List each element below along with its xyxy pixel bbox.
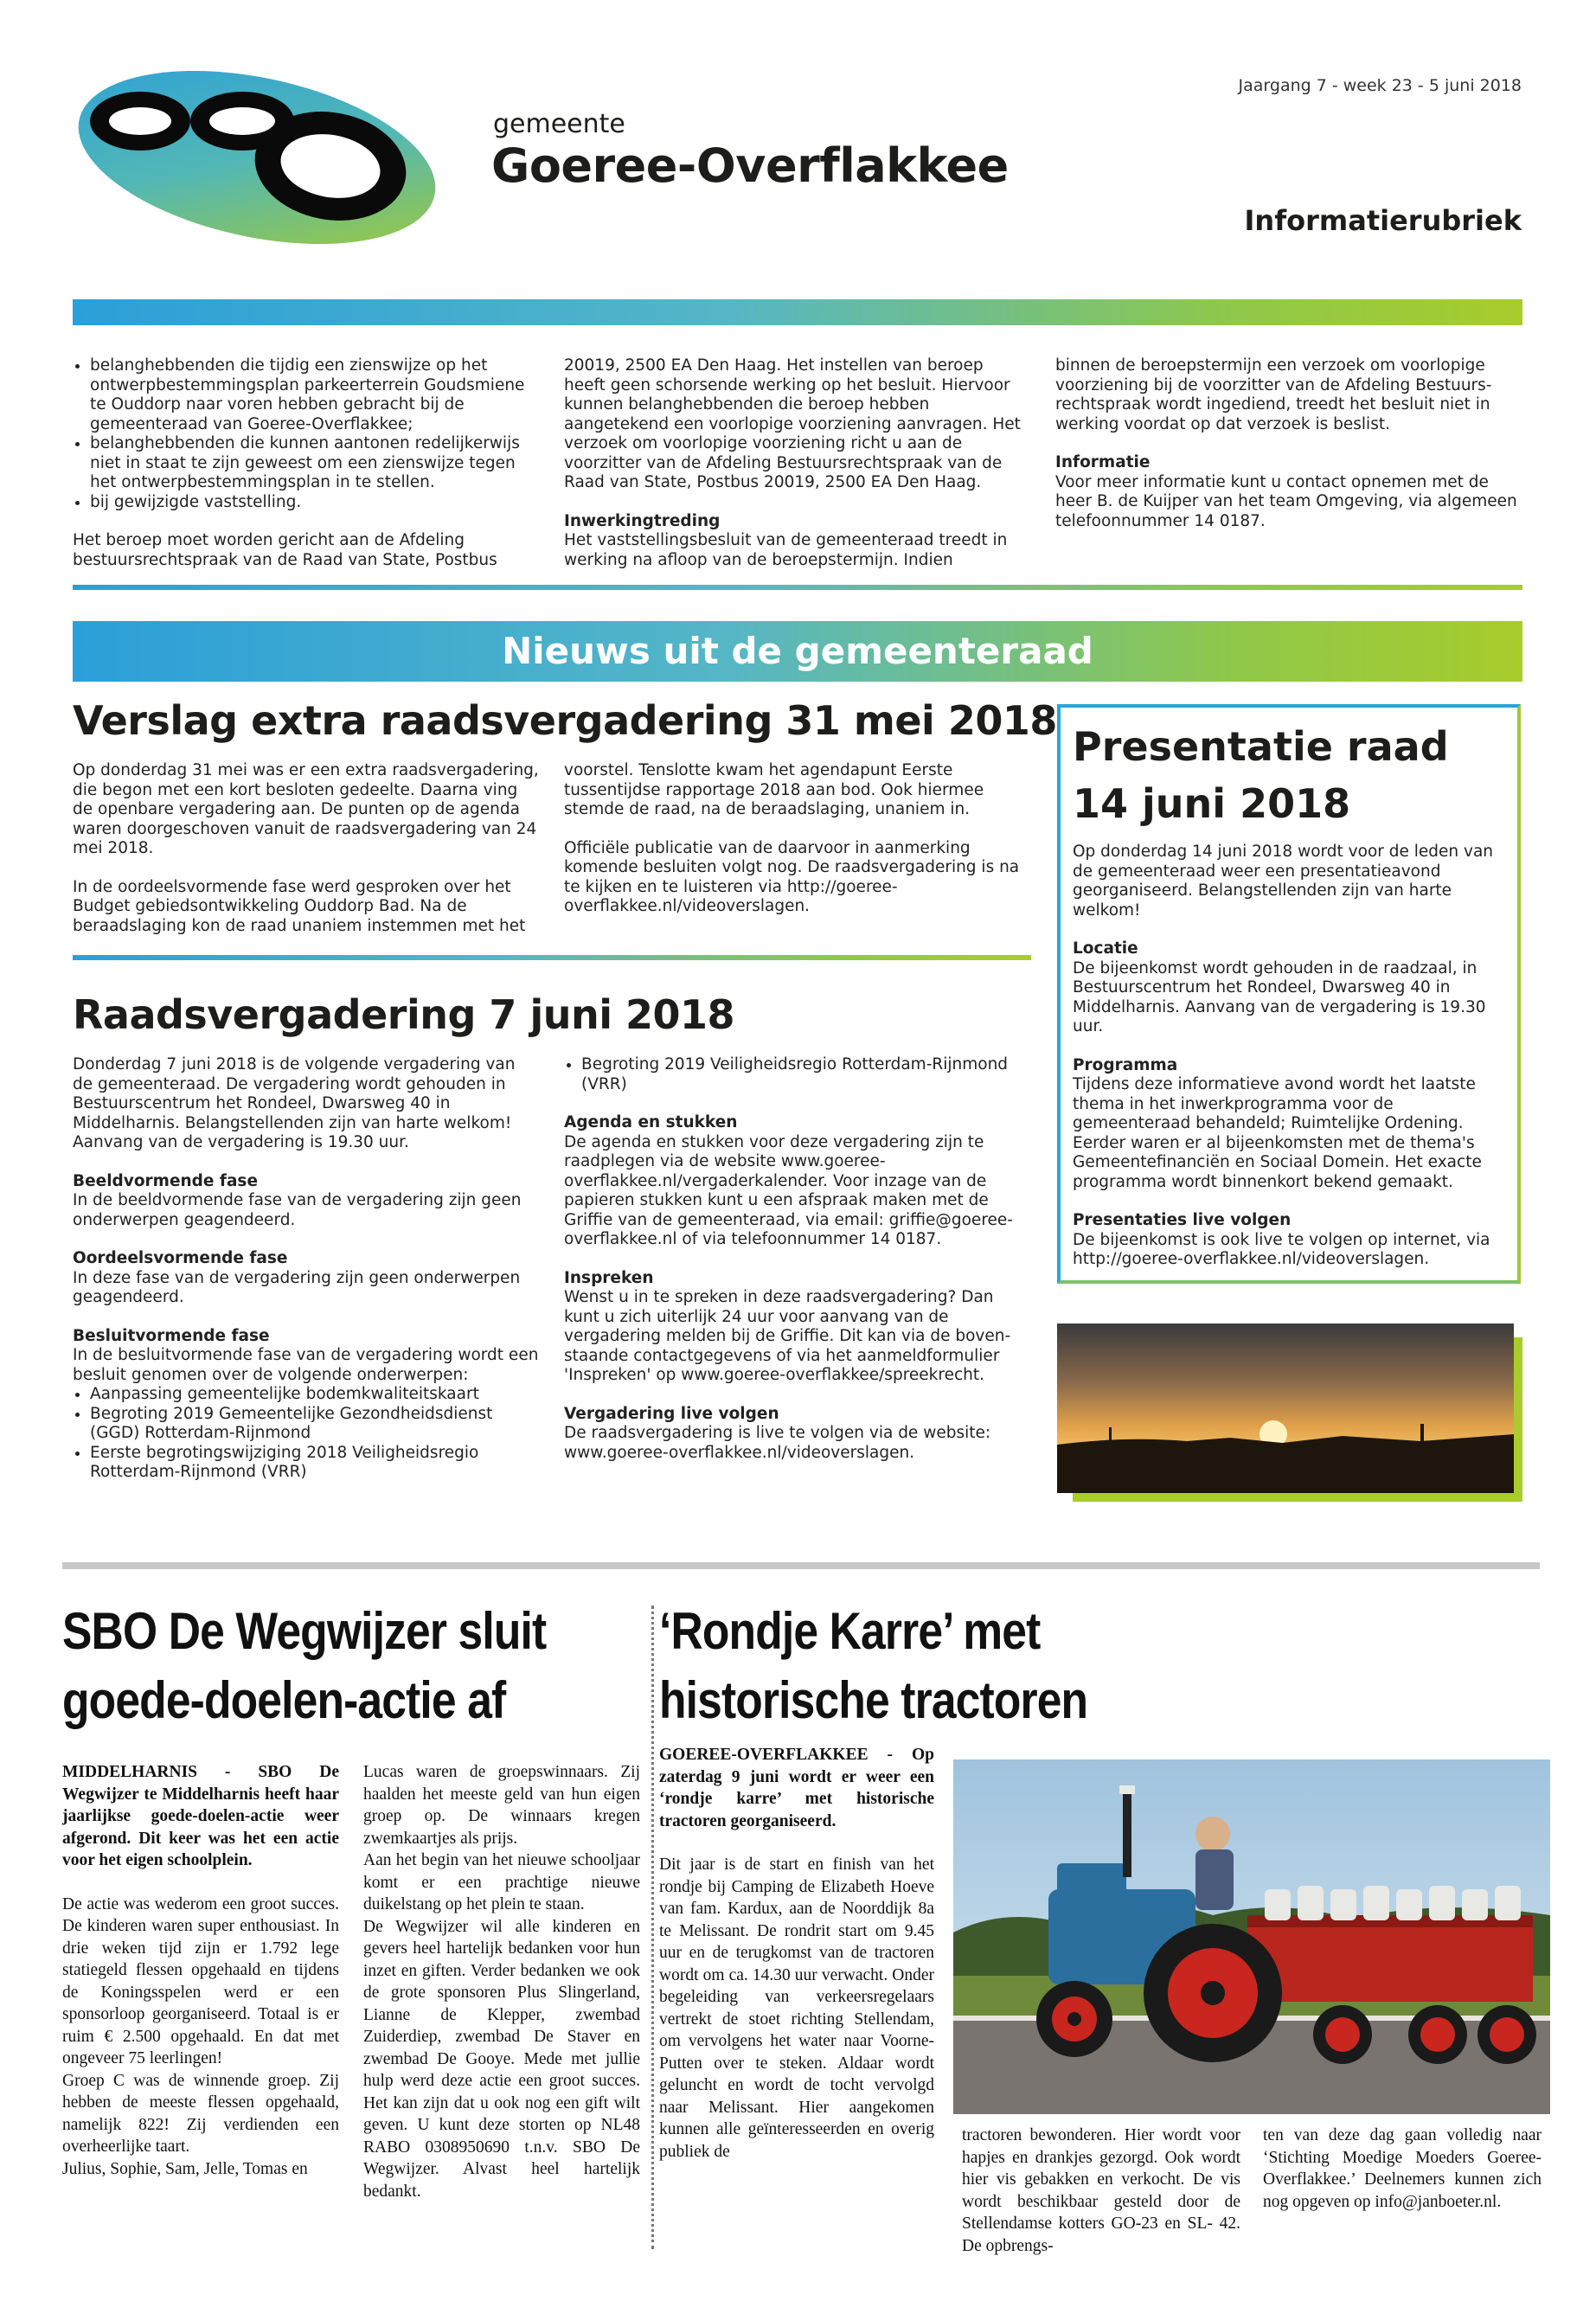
programma-heading: Programma [1073, 1055, 1178, 1074]
besluit-list [73, 1385, 540, 1483]
agenda-text: De agenda en stukken voor deze vergadering zijn te raadplegen via de website www.goeree-overflakkee.nl/vergaderkalender. Voor inzage van de papieren stukken kunt u een afspraak maken met de Griffie van de gemeenteraad, via email: griffie@goeree-overflakkee.nl of via telefoonnummer 14 0187. [564, 1132, 1013, 1248]
besluit-list-continued [564, 1055, 1031, 1094]
raadsvergadering-title: Raadsvergadering 7 juni 2018 [73, 991, 735, 1038]
sbo-col-1 [62, 1761, 339, 2180]
sbo-paragraph: De Wegwijzer wil alle kinderen en gevers heel hartelijk bedanken voor hun inzet en giften. Verder bedanken we ook de grote sponsoren Plus Slingerland, Lianne de Klepper, zwembad Zuiderdiep, zwembad De Staver en zwembad De Gooye. Mede met jullie hulp werd deze actie een groot succes. Het kan zijn dat u ook nog een gift wilt geven. U kunt deze storten op NL48 RABO 0308950690 t.n.v. SBO De Wegwijzer. Alvast heel hartelijk bedankt. [363, 1917, 640, 2201]
besluitvormende-heading: Besluitvormende fase [73, 1326, 270, 1345]
verslag-title: Verslag extra raadsvergadering 31 mei 2018 [73, 697, 1057, 744]
inspreken-heading: Inspreken [564, 1268, 654, 1287]
sbo-paragraph: Aan het begin van het nieuwe schooljaar komt er een prachtige nieuwe duikelstang op het plein te staan. [363, 1851, 640, 1913]
sbo-paragraph: Groep C was de winnende groep. Zij hebben de meeste flessen opgehaald, namelijk 822! Zij verdienden een overheerlijke taart. [62, 2071, 339, 2156]
list-item: • Begroting 2019 Gemeentelijke Gezondheidsdienst (GGD) Rotterdam-Rijnmond [90, 1405, 540, 1444]
top-col-3 [1055, 356, 1522, 550]
rondje-col-3 [1263, 2125, 1542, 2213]
list-item: • belanghebbenden die kunnen aantonen redelijkerwijs niet in staat te zijn geweest om een zienswijze tegen het ontwerpbestemmingsplan in te stellen. [90, 434, 531, 493]
locatie-text: De bijeenkomst wordt gehouden in de raadzaal, in Bestuurscentrum het Rondeel, Dwarsweg 40 in Middelharnis. Aanvang van de vergadering is 19.30 uur. [1073, 958, 1486, 1035]
top-col-1 [73, 356, 531, 589]
beroep-text: Het beroep moet worden gericht aan de Afdeling bestuursrechtspraak van de Raad van State, Postbus [73, 531, 497, 569]
sbo-paragraph: Lucas waren de groepswinnaars. Zij haalden het meeste geld van hun eigen groep op. De winnaars kregen zwemkaartjes als prijs. [363, 1763, 640, 1848]
gray-divider [62, 1562, 1540, 1569]
sunset-photo [1057, 1324, 1514, 1493]
sbo-paragraph: Julius, Sophie, Sam, Jelle, Tomas en [62, 2159, 308, 2178]
zienswijze-list [73, 356, 531, 512]
list-item: • Eerste begrotingswijziging 2018 Veiligheidsregio Rotterdam-Rijnmond (VRR) [90, 1444, 540, 1483]
raadsvergadering-col-1 [73, 1055, 540, 1483]
news-banner-title: Nieuws uit de gemeenteraad [502, 630, 1093, 672]
locatie-heading: Locatie [1073, 939, 1138, 958]
beroep-text-continued: 20019, 2500 EA Den Haag. Het instellen van beroep heeft geen schorsende werking op het besluit. Hiervoor kunnen belanghebbenden die beroep hebben aangetekend een voorlopige voorziening aanvragen. Het verzoek om voorlopige voorziening richt u aan de voorzitter van de Afdeling Bestuursrechtspraak van de Raad van State, Postbus 20019, 2500 EA Den Haag. [564, 356, 1021, 491]
rondje-paragraph: Dit jaar is de start en finish van het rondje bij Camping de Elizabeth Hoeve van fam. Kardux, aan de Noorddijk 8a te Melissant. De rondrit start om 9.45 uur en de terugkomst van de tractoren wordt om ca. 14.30 uur verwacht. Onder begeleiding van verkeersregelaars vertrekt de stoet richting Stellendam, om vervolgens het water naar Voorne-Putten over te steken. Aldaar wordt geluncht en wordt de tocht vervolgd naar Melissant. Hier aangekomen kunnen alle geïnteresseerden en overig publiek de [659, 1856, 934, 2161]
verslag-paragraph: Op donderdag 31 mei was er een extra raadsvergadering, die begon met een kort besloten gedeelte. Daarna ving de openbare vergadering aan. De punten op de agenda waren doorgeschoven vanuit de raadsvergadering van 24 mei 2018. [73, 761, 539, 857]
section-divider [73, 955, 1031, 960]
section-divider [73, 585, 1522, 590]
inwerkingtreding-heading: Inwerkingtreding [564, 511, 721, 530]
live-volgen-heading: Vergadering live volgen [564, 1404, 779, 1423]
presentatie-title-line-1: Presentatie raad [1073, 723, 1449, 770]
sbo-headline-line-2: goede-doelen-actie af [62, 1671, 506, 1729]
rondje-headline-line-2: historische tractoren [659, 1671, 1088, 1729]
beroepstermijn-text: binnen de beroepstermijn een verzoek om voorlopige voorziening bij de voorzitter van de Afdeling Bestuurs-rechtspraak wordt ingediend, treedt het besluit niet in werking voordat op dat verzoek is beslist. [1055, 356, 1492, 433]
municipality-name: Goeree-Overflakkee [491, 138, 1009, 193]
rondje-paragraph: ten van deze dag gaan volledig naar ‘Stichting Moedige Moeders Goeree-Overflakkee.’ Deelnemers kunnen zich nog opgeven op info@janboeter.nl. [1263, 2126, 1542, 2211]
oordeelsvormende-text: In deze fase van de vergadering zijn geen onderwerpen geagendeerd. [73, 1268, 521, 1306]
verslag-paragraph: voorstel. Tenslotte kwam het agendapunt Eerste tussentijdse rapportage 2018 aan bod. Ook hiermee stemde de raad, na de beraadslaging, unaniem in. [564, 761, 984, 818]
masthead [0, 0, 1596, 294]
tractor-photo [953, 1759, 1550, 2114]
verslag-paragraph: Officiële publicatie van de daarvoor in aanmerking komende besluiten volgt nog. De raadsvergadering is na te kijken en te luisteren via http://goeree-overflakkee.nl/videoverslagen. [564, 838, 1020, 915]
sbo-lead: MIDDELHARNIS - SBO De Wegwijzer te Middelharnis heeft haar jaarlijkse goede-doelen-actie weer afgerond. Dit keer was het een actie voor het eigen schoolplein. [62, 1763, 339, 1869]
list-item: • Begroting 2019 Veiligheidsregio Rotterdam-Rijnmond (VRR) [581, 1055, 1031, 1094]
verslag-paragraph: In de oordeelsvormende fase werd gesproken over het Budget gebiedsontwikkeling Ouddorp Bad. Na de beraadslaging kon de raad unaniem instemmen met het [73, 877, 526, 935]
presentatie-body [1073, 843, 1505, 1289]
list-item: • Aanpassing gemeentelijke bodemkwaliteitskaart [90, 1385, 540, 1405]
agenda-heading: Agenda en stukken [564, 1113, 738, 1131]
sbo-paragraph: De actie was wederom een groot succes. De kinderen waren super enthousiast. In drie weken tijd zijn er 1.792 lege statiegeld flessen opgehaald en tijdens de Koningsspelen werd er een sponsorloop georganiseerd. Totaal is er ruim € 2.500 opgehaald. En dat met ongeveer 75 leerlingen! [62, 1894, 339, 2067]
oordeelsvormende-heading: Oordeelsvormende fase [73, 1249, 288, 1267]
rondje-paragraph: tractoren bewonderen. Hier wordt voor hapjes en drankjes gezorgd. Ook wordt hier vis gebakken en verkocht. De vis wordt beschikbaar gesteld door de Stellendamse kotters GO-23 en SL- 42. De opbrengs- [962, 2126, 1240, 2255]
inspreken-text: Wenst u in te spreken in deze raadsvergadering? Dan kunt u zich uiterlijk 24 uur voor aanvang van de vergadering melden bij de Griffie. Dit kan via de boven-staande contactgegevens of via het aanmeldformulier 'Inspreken' op www.goeree-overflakkee/spreekrecht. [564, 1288, 1011, 1384]
rondje-col-1 [659, 1744, 934, 2163]
beeldvormende-heading: Beeldvormende fase [73, 1171, 258, 1190]
informatie-text: Voor meer informatie kunt u contact opnemen met de heer B. de Kuijper van het team Omgeving, via algemeen telefoonnummer 14 0187. [1055, 472, 1517, 530]
rondje-lead: GOEREE-OVERFLAKKEE - Op zaterdag 9 juni wordt er weer een ‘rondje karre’ met historische tractoren georganiseerd. [659, 1746, 934, 1830]
top-col-2 [564, 356, 1022, 589]
issue-info: Jaargang 7 - week 23 - 5 juni 2018 [1238, 76, 1522, 95]
municipality-logo [71, 71, 452, 244]
presentatie-intro: Op donderdag 14 juni 2018 wordt voor de leden van de gemeenteraad weer een presentatieavond georganiseerd. Belangstellenden zijn van harte welkom! [1073, 843, 1494, 920]
sbo-headline-line-1: SBO De Wegwijzer sluit [62, 1602, 547, 1660]
raadsvergadering-col-2 [564, 1055, 1031, 1482]
raadsvergadering-intro: Donderdag 7 juni 2018 is de volgende vergadering van de gemeenteraad. De vergadering wordt gehouden in Bestuurscentrum het Rondeel, Dwarsweg 40 in Middelharnis. Belangstellenden zijn van harte welkom! Aanvang van de vergadering is 19.30 uur. [73, 1055, 516, 1151]
news-banner [73, 621, 1522, 682]
live-volgen-text: De raadsvergadering is live te volgen via de website: www.goeree-overflakkee.nl/videoverslagen. [564, 1424, 991, 1462]
column-rule [651, 1606, 654, 2249]
verslag-col-1 [73, 761, 540, 955]
presentaties-live-heading: Presentaties live volgen [1073, 1211, 1292, 1229]
presentatie-box [1057, 704, 1521, 1284]
presentatie-title-line-2: 14 juni 2018 [1073, 780, 1351, 827]
rubric-title: Informatierubriek [1244, 204, 1522, 237]
informatie-heading: Informatie [1055, 453, 1151, 471]
header-gradient-bar [73, 299, 1522, 325]
programma-text: Tijdens deze informatieve avond wordt het laatste thema in het inwerkprogramma voor de gemeenteraad behandeld; Ruimtelijke Ordening. Eerder waren er al bijeenkomsten met de thema's Gemeentefinanciën en Sociaal Domein. Het exacte programma wordt binnenkort bekend gemaakt. [1073, 1075, 1482, 1191]
list-item: • belanghebbenden die tijdig een zienswijze op het ontwerpbestemmingsplan parkeerterrein Goudsmiene te Ouddorp naar voren hebben gebracht bij de gemeenteraad van Goeree-Overflakkee; [90, 356, 531, 434]
beeldvormende-text: In de beeldvormende fase van de vergadering zijn geen onderwerpen geagendeerd. [73, 1191, 522, 1229]
besluitvormende-text: In de besluitvormende fase van de vergadering wordt een besluit genomen over de volgende onderwerpen: [73, 1346, 539, 1384]
rondje-col-2 [962, 2125, 1240, 2257]
presentaties-live-text: De bijeenkomst is ook live te volgen op internet, via http://goeree-overflakkee.nl/videoverslagen. [1073, 1230, 1490, 1268]
list-item: • bij gewijzigde vaststelling. [90, 493, 531, 513]
sbo-col-2 [363, 1761, 640, 2202]
rondje-headline-line-1: ‘Rondje Karre’ met [659, 1602, 1041, 1660]
verslag-col-2 [564, 761, 1031, 936]
municipality-small: gemeente [493, 109, 625, 139]
inwerkingtreding-text: Het vaststellingsbesluit van de gemeenteraad treedt in werking na afloop van de beroepstermijn. Indien [564, 531, 1008, 569]
